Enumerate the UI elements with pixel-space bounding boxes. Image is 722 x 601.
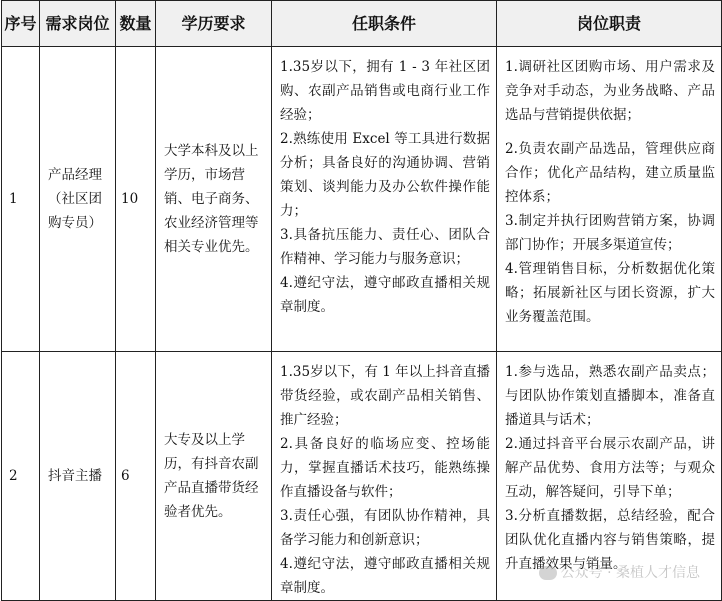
row-count: 6 — [116, 352, 156, 601]
row-duties — [497, 352, 722, 601]
duty-item: 2.通过抖音平台展示农副产品，讲解产品优势、食用方法等；与观众互动，解答疑问，引导下单； — [505, 436, 715, 500]
header-title: 需求岗位 — [40, 1, 116, 47]
duty-item: 1.调研社区团购市场、用户需求及竞争对手动态，为业务战略、产品选品与营销提供依据； — [505, 59, 715, 123]
requirement-item: 2.熟练使用 Excel 等工具进行数据分析；具备良好的沟通协调、营销策划、谈判能力及办公软件操作能力； — [280, 131, 490, 219]
row-requirements — [272, 352, 497, 601]
header-requirements: 任职条件 — [272, 1, 497, 47]
requirement-item: 2.具备良好的临场应变、控场能力，掌握直播话术技巧，能熟练操作直播设备与软件； — [280, 436, 490, 500]
requirement-item: 3.具备抗压能力、责任心、团队合作精神、学习能力与服务意识； — [280, 227, 490, 267]
requirement-item: 3.责任心强，有团队协作精神，具备学习能力和创新意识； — [280, 508, 490, 548]
requirement-item: 1.35岁以下，有 1 年以上抖音直播带货经验，或农副产品相关销售、推广经验； — [280, 364, 490, 428]
row-requirements — [272, 47, 497, 352]
duty-item: 4.管理销售目标，分析数据优化策略；拓展新社区与团长资源，扩大业务覆盖范围。 — [505, 261, 715, 325]
row-education: 大学本科及以上学历，市场营销、电子商务、农业经济管理等相关专业优先。 — [156, 47, 272, 352]
duty-item: 3.制定并执行团购营销方案，协调部门协作；开展多渠道宣传； — [505, 213, 715, 253]
job-table — [1, 0, 722, 601]
duty-item: 3.分析直播数据，总结经验，配合团队优化直播内容与销售策略，提升直播效果与销量。 — [505, 508, 715, 572]
requirement-item: 1.35岁以下，拥有 1 - 3 年社区团购、农副产品销售或电商行业工作经验； — [280, 59, 490, 123]
row-education: 大专及以上学历，有抖音农副产品直播带货经验者优先。 — [156, 352, 272, 601]
row-title: 产品经理（社区团购专员） — [40, 47, 116, 352]
header-duties: 岗位职责 — [497, 1, 722, 47]
row-title: 抖音主播 — [40, 352, 116, 601]
requirement-item: 4.遵纪守法，遵守邮政直播相关规章制度。 — [280, 556, 490, 596]
header-no: 序号 — [2, 1, 40, 47]
requirement-item: 4.遵纪守法，遵守邮政直播相关规章制度。 — [280, 275, 490, 315]
header-count: 数量 — [116, 1, 156, 47]
table-row — [2, 47, 722, 352]
header-education: 学历要求 — [156, 1, 272, 47]
row-no: 1 — [2, 47, 40, 352]
row-no: 2 — [2, 352, 40, 601]
row-duties — [497, 47, 722, 352]
duty-item: 2.负责农副产品选品，管理供应商合作；优化产品结构，建立质量监控体系； — [505, 141, 715, 205]
watermark-text: 公众号 · 桑植人才信息 — [560, 565, 700, 581]
table-row — [2, 352, 722, 601]
duty-item: 1.参与选品，熟悉农副产品卖点；与团队协作策划直播脚本，准备直播道具与话术； — [505, 364, 715, 428]
row-count: 10 — [116, 47, 156, 352]
header-row — [2, 1, 722, 47]
